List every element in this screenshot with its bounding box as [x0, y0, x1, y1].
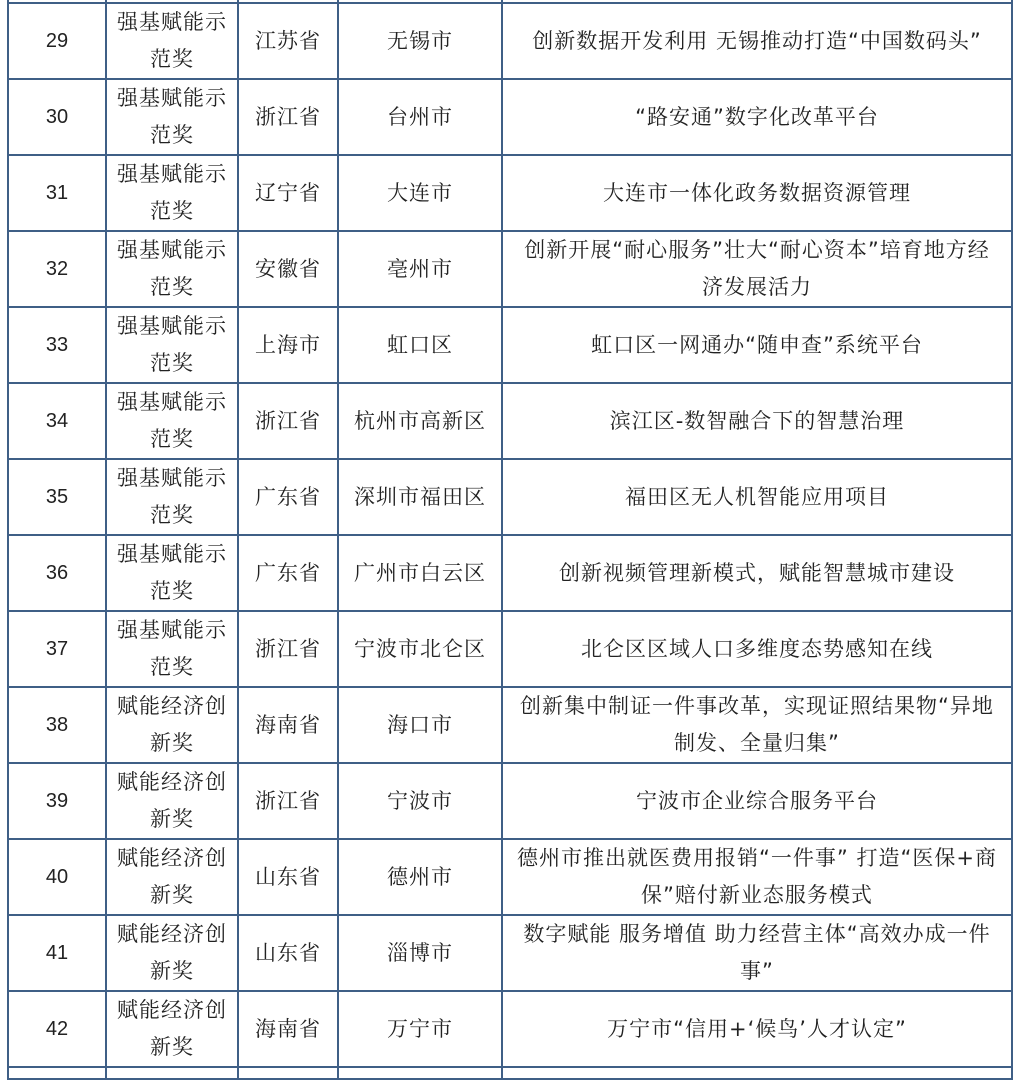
row-number-cell: 35 — [8, 459, 106, 535]
row-number-cell: 41 — [8, 915, 106, 991]
table-row — [8, 687, 1012, 763]
project-name-cell: 宁波市企业综合服务平台 — [502, 763, 1012, 839]
project-name-cell: “路安通”数字化改革平台 — [502, 79, 1012, 155]
city-cell: 虹口区 — [338, 307, 502, 383]
award-name-cell: 强基赋能示范奖 — [106, 383, 238, 459]
city-cell: 亳州市 — [338, 231, 502, 307]
award-name-cell: 强基赋能示范奖 — [106, 155, 238, 231]
row-number-cell: 36 — [8, 535, 106, 611]
award-name-cell: 强基赋能示范奖 — [106, 459, 238, 535]
province-cell: 辽宁省 — [238, 155, 338, 231]
award-name-cell: 赋能经济创新奖 — [106, 915, 238, 991]
award-name-cell: 强基赋能示范奖 — [106, 231, 238, 307]
province-cell: 海南省 — [238, 687, 338, 763]
table-row-cut-bottom — [8, 1067, 1012, 1079]
project-name-cell: 福田区无人机智能应用项目 — [502, 459, 1012, 535]
award-table-body — [8, 0, 1012, 1079]
city-cell: 万宁市 — [338, 991, 502, 1067]
province-cell: 浙江省 — [238, 611, 338, 687]
row-number-cell: 34 — [8, 383, 106, 459]
table-row — [8, 459, 1012, 535]
table-row — [8, 79, 1012, 155]
province-cell: 上海市 — [238, 307, 338, 383]
city-cell: 杭州市高新区 — [338, 383, 502, 459]
table-row — [8, 763, 1012, 839]
province-cell: 山东省 — [238, 839, 338, 915]
row-number-cell: 38 — [8, 687, 106, 763]
province-cell: 浙江省 — [238, 79, 338, 155]
row-number-cell: 31 — [8, 155, 106, 231]
table-row — [8, 991, 1012, 1067]
province-cell: 安徽省 — [238, 231, 338, 307]
city-cell: 台州市 — [338, 79, 502, 155]
city-cell: 德州市 — [338, 839, 502, 915]
city-cell: 无锡市 — [338, 3, 502, 79]
table-row — [8, 231, 1012, 307]
award-name-cell: 强基赋能示范奖 — [106, 307, 238, 383]
city-cell: 海口市 — [338, 687, 502, 763]
table-row — [8, 383, 1012, 459]
project-name-cell: 德州市推出就医费用报销“一件事” 打造“医保+商保”赔付新业态服务模式 — [502, 839, 1012, 915]
city-cell: 深圳市福田区 — [338, 459, 502, 535]
city-cell: 宁波市北仑区 — [338, 611, 502, 687]
table-row — [8, 535, 1012, 611]
award-name-cell: 强基赋能示范奖 — [106, 79, 238, 155]
row-number-cell: 33 — [8, 307, 106, 383]
row-number-cell: 29 — [8, 3, 106, 79]
row-number-cell: 30 — [8, 79, 106, 155]
row-number-cell: 42 — [8, 991, 106, 1067]
table-row — [8, 155, 1012, 231]
city-cell: 宁波市 — [338, 763, 502, 839]
award-name-cell: 赋能经济创新奖 — [106, 763, 238, 839]
award-name-cell: 赋能经济创新奖 — [106, 687, 238, 763]
row-number-cell: 32 — [8, 231, 106, 307]
project-name-cell: 创新视频管理新模式，赋能智慧城市建设 — [502, 535, 1012, 611]
city-cell: 淄博市 — [338, 915, 502, 991]
row-number-cell: 40 — [8, 839, 106, 915]
row-number-cell: 39 — [8, 763, 106, 839]
award-name-cell: 强基赋能示范奖 — [106, 3, 238, 79]
province-cell: 山东省 — [238, 915, 338, 991]
table-row — [8, 839, 1012, 915]
award-name-cell: 强基赋能示范奖 — [106, 535, 238, 611]
award-name-cell: 赋能经济创新奖 — [106, 991, 238, 1067]
project-name-cell: 北仑区区域人口多维度态势感知在线 — [502, 611, 1012, 687]
province-cell: 广东省 — [238, 459, 338, 535]
table-row — [8, 915, 1012, 991]
province-cell: 浙江省 — [238, 383, 338, 459]
table-row — [8, 307, 1012, 383]
province-cell: 浙江省 — [238, 763, 338, 839]
project-name-cell: 虹口区一网通办“随申查”系统平台 — [502, 307, 1012, 383]
province-cell: 海南省 — [238, 991, 338, 1067]
award-name-cell: 赋能经济创新奖 — [106, 839, 238, 915]
province-cell: 江苏省 — [238, 3, 338, 79]
city-cell: 大连市 — [338, 155, 502, 231]
project-name-cell: 创新开展“耐心服务”壮大“耐心资本”培育地方经济发展活力 — [502, 231, 1012, 307]
table-row — [8, 611, 1012, 687]
project-name-cell: 万宁市“信用+‘候鸟’人才认定” — [502, 991, 1012, 1067]
city-cell: 广州市白云区 — [338, 535, 502, 611]
project-name-cell: 大连市一体化政务数据资源管理 — [502, 155, 1012, 231]
project-name-cell: 数字赋能 服务增值 助力经营主体“高效办成一件事” — [502, 915, 1012, 991]
award-table — [7, 0, 1013, 1080]
project-name-cell: 创新数据开发利用 无锡推动打造“中国数码头” — [502, 3, 1012, 79]
award-name-cell: 强基赋能示范奖 — [106, 611, 238, 687]
project-name-cell: 创新集中制证一件事改革，实现证照结果物“异地制发、全量归集” — [502, 687, 1012, 763]
project-name-cell: 滨江区-数智融合下的智慧治理 — [502, 383, 1012, 459]
row-number-cell: 37 — [8, 611, 106, 687]
province-cell: 广东省 — [238, 535, 338, 611]
table-row — [8, 3, 1012, 79]
